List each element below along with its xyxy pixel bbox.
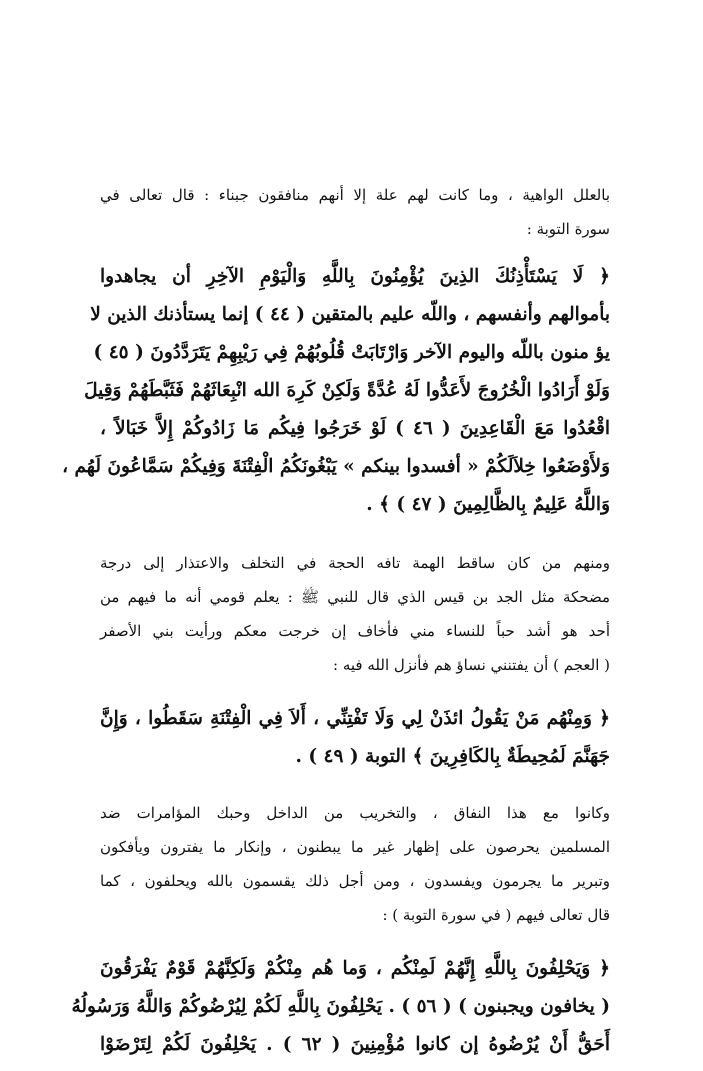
verse-line: يؤ منون باللّه واليوم الآخر وَارْتَابَتْ قُلُوبُهُمْ فِي رَيْبِهِمْ يَتَرَدَّدُونَ ( ٤٥ ) (93, 342, 610, 363)
paragraph-1 (100, 178, 610, 246)
quran-quote-1 (62, 258, 610, 524)
text-line: مضحكة مثل الجد بن قيس الذي قال للنبي ﷺ : يعلم قومي أنه ما فيهم من (100, 588, 610, 606)
text-line: المسلمين يحرصون على إظهار غير ما يبطنون ، وإنكار ما يفترون ويأفكون (100, 838, 610, 856)
verse-line: ﴿ وَيَحْلِفُونَ بِاللَّهِ إِنَّهُمْ لَمِنْكُم ، وَما هُم مِنْكُمْ وَلَكِنَّهُمْ قَوْمٌ يَفْرَقُونَ (100, 958, 610, 979)
text-line: وتبرير ما يجرمون ويفسدون ، ومن أجل ذلك يقسمون بالله ويحلفون ، كما (100, 872, 610, 890)
verse-line: بأموالهم وأنفسهم ، واللّه عليم بالمتقين ( ٤٤ ) إنما يستأذنك الذين لا (90, 304, 610, 325)
quran-quote-2 (100, 700, 610, 776)
paragraph-3 (100, 796, 610, 932)
text-line: ( العجم ) أن يفتنني نساؤ هم فأنزل الله فيه : (333, 656, 610, 674)
verse-line: جَهَنَّمَ لَمُحِيطَةٌ بِالكَافِرِينَ ﴾ التوبة ( ٤٩ ) . (295, 746, 610, 767)
text-line: قال تعالى فيهم ( في سورة التوبة ) : (382, 906, 610, 924)
verse-line: وَلَوْ أَرَادُوا الْخُرُوجَ لأَعَدُّوا لَهُ عُدَّةً وَلَكِنْ كَرِهَ الله انْبِعَاثَهُمْ فَثَبَّطَهُمْ وَقِيلَ (84, 380, 610, 401)
verse-line: ﴿ لَا يَسْتَأْذِنُكَ الذِينَ يُؤْمِنُونَ بِاللَّهِ وَالْيَوْمِ الآخِرِ أن يجاهدوا (100, 266, 610, 287)
verse-line: أَحَقُّ أَنْ يُرْضُوهُ إن كانوا مُؤْمِنِينَ ( ٦٢ ) . يَحْلِفُونَ لَكُمْ لِتَرْضَوْا (100, 1034, 610, 1055)
text-line: أحد هو أشد حباً للنساء مني فأخاف إن خرجت معكم ورأيت بني الأصفر (100, 622, 610, 640)
verse-line: ﴿ وَمِنْهُم مَنْ يَقُولُ ائذَنْ لِي وَلَا تَفْتِنِّي ، أَلاَ فِي الْفِتْنَةِ سَقَطُوا ، وَإِنَّ (100, 708, 610, 729)
paragraph-2 (100, 546, 610, 682)
verse-line: وَلأَوْضَعُوا خِلاَلَكُمْ « أفسدوا بينكم » يَبْغُونَكُمُ الْفِتْنَةَ وَفِيكُمْ سَمَّاعُونَ لَهُم ، (62, 456, 610, 477)
verse-line: اقْعُدُوا مَعَ الْقَاعِدِينَ ( ٤٦ ) لَوْ خَرَجُوا فِيكُم مَا زَادُوكُمْ إِلاَّ خَبَالاً ، (100, 418, 610, 439)
text-line: وكانوا مع هذا النفاق ، والتخريب من الداخل وحبك المؤامرات ضد (100, 804, 610, 822)
quran-quote-3 (71, 950, 610, 1064)
verse-line: وَاللَّهُ عَلِيمٌ بِالظَّالِمِينَ ( ٤٧ ) ﴾ . (366, 494, 610, 515)
text-line: ومنهم من كان ساقط الهمة تافه الحجة في التخلف والاعتذار إلى درجة (100, 554, 610, 572)
text-line: بالعلل الواهية ، وما كانت لهم علة إلا أنهم منافقون جبناء : قال تعالى في (100, 186, 610, 204)
text-line: سورة التوبة : (526, 220, 610, 238)
verse-line: ( يخافون ويجبنون ) ( ٥٦ ) . يَحْلِفُونَ بِاللَّهِ لَكُمْ لِيُرْضُوكُمْ وَاللَّهُ وَرَسُولُهُ (71, 996, 610, 1017)
